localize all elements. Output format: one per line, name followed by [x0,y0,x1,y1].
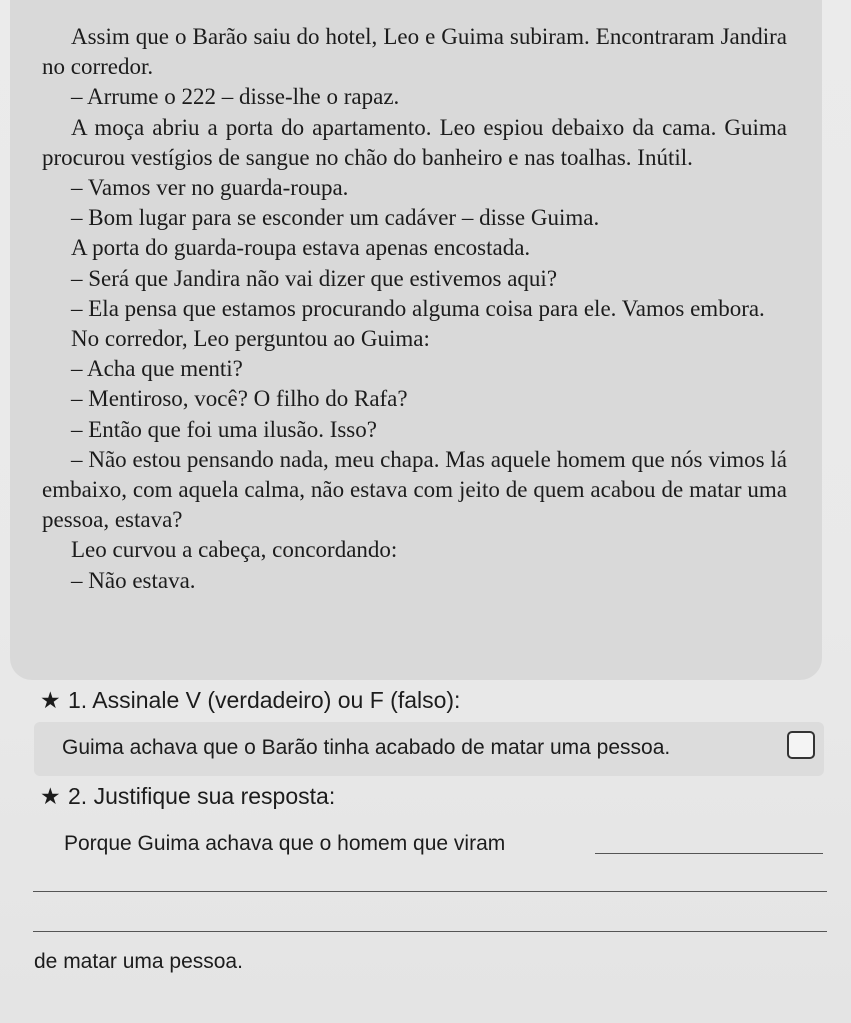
story-paragraph: – Acha que menti? [71,356,243,382]
question-1-label: 1. Assinale V (verdadeiro) ou F (falso): [68,687,461,713]
story-paragraph: – Vamos ver no guarda-roupa. [71,175,349,201]
story-paragraph: – Será que Jandira não vai dizer que estivemos aqui? [71,265,558,291]
story-paragraph: No corredor, Leo perguntou ao Guima: [71,326,430,352]
story-paragraph: A porta do guarda-roupa estava apenas encostada. [71,235,531,261]
story-paragraph: – Não estava. [71,567,196,593]
star-icon: ★ [40,687,61,713]
question-2-label: 2. Justifique sua resposta: [68,783,336,809]
question-2-heading [40,783,335,810]
story-paragraph: Assim que o Barão saiu do hotel, Leo e Guima subiram. Encontraram Jandira no corredor. [42,24,787,80]
star-icon: ★ [40,783,61,809]
story-paragraph: A moça abriu a porta do apartamento. Leo espiou debaixo da cama. Guima procurou vestígios de sangue no chão do banheiro e nas toalhas. Inútil. [42,114,787,170]
story-paragraph: – Não estou pensando nada, meu chapa. Mas aquele homem que nós vimos lá embaixo, com aquela calma, não estava com jeito de quem acabou de matar uma pessoa, estava? [42,446,787,533]
story-paragraph: – Mentiroso, você? O filho do Rafa? [71,386,408,412]
story-paragraph: – Ela pensa que estamos procurando alguma coisa para ele. Vamos embora. [71,295,765,321]
story-paragraph: – Então que foi uma ilusão. Isso? [71,416,377,442]
statement-text: Guima achava que o Barão tinha acabado de matar uma pessoa. [62,736,671,759]
story-text [42,22,787,596]
story-paragraph: Leo curvou a cabeça, concordando: [71,537,398,563]
story-paragraph: – Arrume o 222 – disse-lhe o rapaz. [71,84,400,110]
true-false-checkbox[interactable] [787,731,815,759]
answer-blank-line-2[interactable] [33,891,827,892]
answer-blank-line-3[interactable] [33,931,827,932]
question-1-heading [40,687,460,714]
answer-prompt-end: de matar uma pessoa. [34,950,243,973]
story-paragraph: – Bom lugar para se esconder um cadáver – disse Guima. [71,205,600,231]
answer-prompt-start: Porque Guima achava que o homem que viram [64,832,506,855]
answer-blank-line-1[interactable] [595,853,823,854]
